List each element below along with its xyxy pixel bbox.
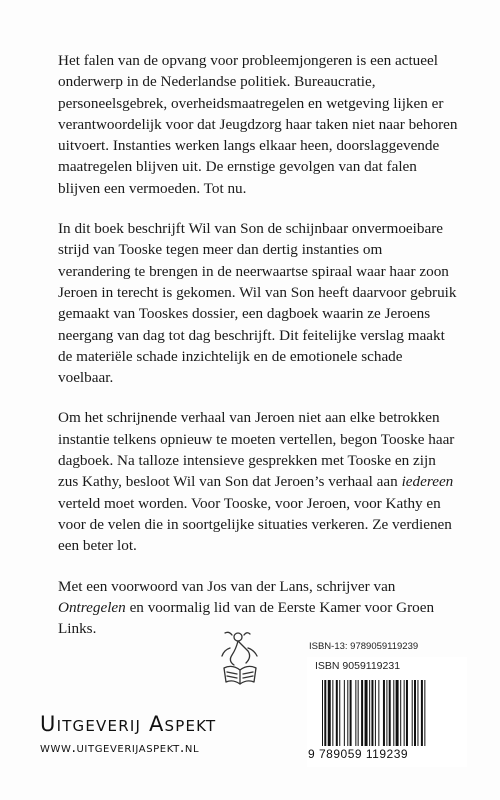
- blurb-paragraph-1: Het falen van de opvang voor probleemjongeren is een actueel onderwerp in de Nederlandse politiek. Bureaucratie, personeelsgebrek, overheidsmaatregelen en wetgeving lijken er verantwoordelijk voor dat Jeugdzorg haar taken niet naar behoren uitvoert. Instanties werken langs elkaar heen, doorslaggevende maatregelen blijven uit. De ernstige gevolgen van dat falen blijven een vermoeden. Tot nu.: [58, 52, 458, 197]
- isbn10-label: ISBN 9059119231: [315, 660, 401, 672]
- book-title-ontregelen: Ontregelen: [58, 598, 126, 616]
- blurb-paragraph-2: In dit boek beschrijft Wil van Son de schijnbaar onvermoeibare strijd van Tooske tegen meer dan dertig instanties om verandering te brengen in de neerwaartse spiraal waar haar zoon Jeroen in terecht is gekomen. Wil van Son heeft daarvoor gebruik gemaakt van Tooskes dossier, een dagboek waarin ze Jeroens neergang van dag tot dag beschrijft. Dit feitelijke verslag maakt de materiële schade inzichtelijk en de emotionele schade voelbaar.: [58, 220, 457, 387]
- publisher-block: [40, 712, 280, 756]
- barcode-digits: 9 789059 119239: [308, 747, 409, 761]
- reading-figure-icon: [218, 630, 262, 692]
- blurb-text: [58, 50, 458, 658]
- blurb-paragraph-3: Om het schrijnende verhaal van Jeroen niet aan elke betrokken instantie telkens opnieuw te moeten vertellen, begon Tooske haar dagboek. Na talloze intensieve gesprekken met Tooske en zijn zus Kathy, besloot Wil van Son dat Jeroen’s verhaal aan iedereen verteld moet worden. Voor Tooske, voor Jeroen, voor Kathy en voor de velen die in soortgelijke situaties verkeren. Ze verdienen een beter lot.: [58, 409, 455, 555]
- isbn13-label: ISBN-13: 9789059119239: [309, 641, 419, 652]
- publisher-name: Uitgeverij Aspekt: [40, 712, 217, 736]
- emphasis-iedereen: iedereen: [401, 473, 454, 491]
- blurb-paragraph-4: Met een voorwoord van Jos van der Lans, schrijver van Ontregelen en voormalig lid van de Eerste Kamer voor Groen Links.: [58, 577, 435, 638]
- publisher-url: www.uitgeverijaspekt.nl: [40, 740, 200, 756]
- barcode: [322, 680, 462, 746]
